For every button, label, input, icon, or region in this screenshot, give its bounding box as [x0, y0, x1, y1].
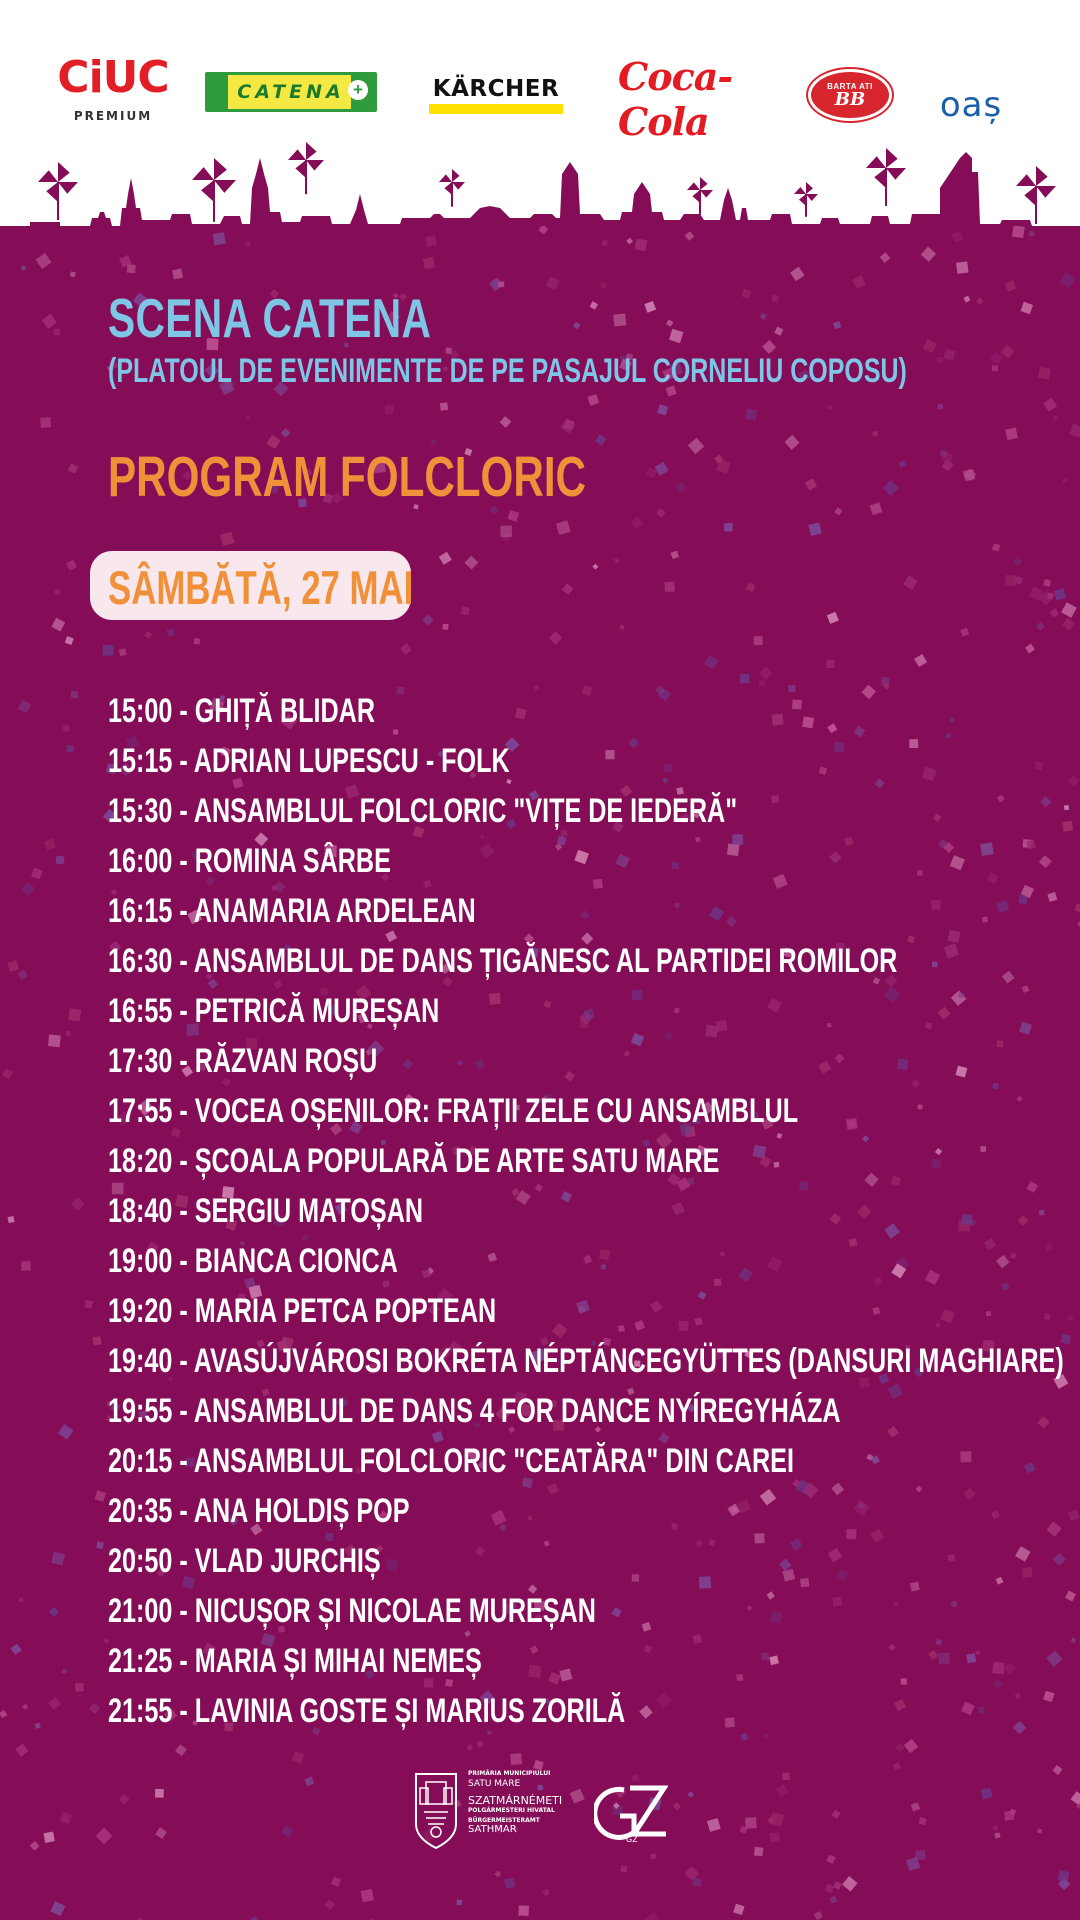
catena-logo	[205, 72, 377, 112]
pinwheel-icon	[38, 162, 78, 220]
schedule-item: 19:55 - ANSAMBLUL DE DANS 4 FOR DANCE NYÍREGYHÁZA	[108, 1392, 841, 1430]
schedule-item: 18:40 - SERGIU MATOȘAN	[108, 1192, 424, 1230]
city-crest-icon	[412, 1768, 460, 1850]
schedule-item: 20:35 - ANA HOLDIȘ POP	[108, 1492, 410, 1530]
pinwheel-icon	[288, 142, 324, 194]
schedule-item: 20:50 - VLAD JURCHIȘ	[108, 1542, 381, 1580]
schedule-item: 19:00 - BIANCA CIONCA	[108, 1242, 398, 1280]
city-line-6: SATHMAR	[468, 1824, 517, 1835]
schedule-item: 20:15 - ANSAMBLUL FOLCLORIC "CEATĂRA" DIN CAREI	[108, 1442, 794, 1480]
program-title: PROGRAM FOLCLORIC	[108, 445, 587, 509]
schedule-item: 16:15 - ANAMARIA ARDELEAN	[108, 892, 476, 930]
pinwheel-icon	[192, 158, 236, 222]
schedule-list	[108, 686, 1068, 1736]
schedule-item: 17:55 - VOCEA OȘENILOR: FRAȚII ZELE CU ANSAMBLUL	[108, 1092, 799, 1130]
stage-subtitle: (PLATOUL DE EVENIMENTE DE PE PASAJUL CORNELIU COPOSU)	[108, 352, 907, 390]
pinwheel-icon	[1016, 166, 1056, 224]
oas-logo-word: oaș	[939, 85, 1003, 125]
schedule-item: 19:40 - AVASÚJVÁROSI BOKRÉTA NÉPTÁNCEGYÜTTES (DANSURI MAGHIARE)	[108, 1342, 1064, 1380]
city-line-5: BÜRGERMEISTERAMT	[468, 1817, 540, 1824]
sponsor-bar	[0, 0, 1080, 144]
cocacola-logo	[618, 54, 764, 144]
karcher-logo	[428, 76, 564, 114]
pinwheel-icon	[687, 177, 713, 215]
city-hall-text	[468, 1770, 564, 1836]
karcher-logo-word: KÄRCHER	[432, 76, 560, 102]
gz-logo-icon	[594, 1782, 668, 1846]
ciuc-logo	[58, 54, 168, 124]
karcher-yellow-bar	[429, 104, 563, 114]
barta-logo-top: BARTA ATI	[827, 81, 873, 91]
cocacola-logo-word: Coca-Cola	[618, 54, 733, 144]
ciuc-logo-sub: PREMIUM	[73, 109, 153, 123]
city-skyline-icon	[0, 138, 1080, 238]
stage-title: SCENA CATENA	[108, 287, 432, 349]
oas-logo	[932, 70, 1010, 140]
schedule-item: 16:30 - ANSAMBLUL DE DANS ȚIGĂNESC AL PARTIDEI ROMILOR	[108, 942, 898, 980]
city-line-3: SZATMÁRNÉMETI	[468, 1794, 563, 1807]
city-line-1: PRIMĂRIA MUNICIPIULUI	[468, 1770, 551, 1777]
schedule-item: 16:55 - PETRICĂ MUREȘAN	[108, 992, 440, 1030]
schedule-item: 21:00 - NICUȘOR ȘI NICOLAE MUREȘAN	[108, 1592, 596, 1630]
schedule-item: 21:55 - LAVINIA GOSTE ȘI MARIUS ZORILĂ	[108, 1692, 626, 1730]
gz-logo-text: GZ	[626, 1835, 638, 1844]
catena-plus-icon: +	[348, 80, 368, 100]
city-line-2: SATU MARE	[468, 1779, 521, 1789]
schedule-item: 16:00 - ROMINA SÂRBE	[108, 842, 391, 880]
pinwheel-icon	[794, 182, 818, 217]
pinwheel-icon	[866, 148, 906, 206]
date-label: SÂMBĂTĂ, 27 MAI	[108, 561, 414, 614]
schedule-item: 17:30 - RĂZVAN ROȘU	[108, 1042, 378, 1080]
schedule-item: 21:25 - MARIA ȘI MIHAI NEMEȘ	[108, 1642, 482, 1680]
catena-logo-word: CATENA	[237, 81, 345, 103]
schedule-item: 18:20 - ȘCOALA POPULARĂ DE ARTE SATU MARE	[108, 1142, 720, 1180]
barta-logo-mark: BB	[834, 88, 866, 110]
schedule-item: 15:30 - ANSAMBLUL FOLCLORIC "VIȚE DE IEDERĂ"	[108, 792, 738, 830]
schedule-item: 15:15 - ADRIAN LUPESCU - FOLK	[108, 742, 510, 780]
city-line-4: POLGÁRMESTERI HIVATAL	[468, 1807, 555, 1814]
pinwheel-icon	[439, 169, 465, 207]
schedule-item: 19:20 - MARIA PETCA POPTEAN	[108, 1292, 497, 1330]
footer-logos	[0, 1760, 1080, 1870]
schedule-item: 15:00 - GHIȚĂ BLIDAR	[108, 692, 376, 730]
barta-logo	[808, 70, 892, 120]
ciuc-logo-word: CiUC	[57, 52, 169, 103]
